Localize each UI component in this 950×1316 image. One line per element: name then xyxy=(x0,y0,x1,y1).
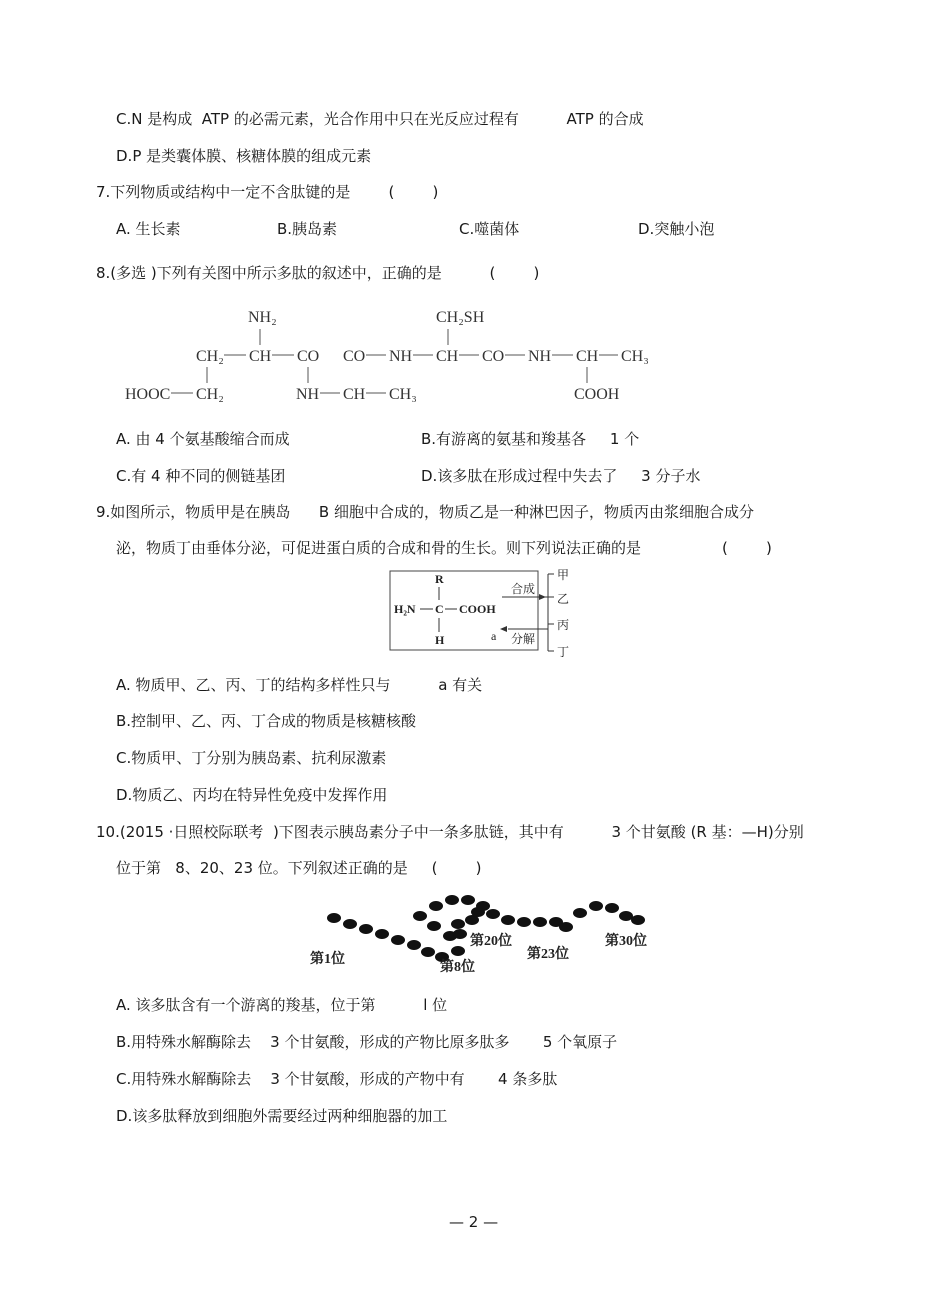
amino-acid-bead xyxy=(486,909,500,919)
q8-option-d: D.该多肽在形成过程中失去了 3 分子水 xyxy=(421,467,701,485)
formula-ch3-end: CH₃ xyxy=(621,348,649,365)
amino-acid-bead xyxy=(559,922,573,932)
formula-ch2-1: CH₂ xyxy=(196,348,224,365)
formula-ch2-2: CH₂ xyxy=(196,386,224,403)
diagram-bing: 丙 xyxy=(557,618,570,632)
amino-acid-bead xyxy=(359,924,373,934)
diagram-jia: 甲 xyxy=(557,568,570,582)
formula-ch-4: CH xyxy=(343,386,366,403)
q10-option-c: C.用特殊水解酶除去 3 个甘氨酸，形成的产物中有 4 条多肽 xyxy=(116,1070,558,1088)
q6-option-d: D.P 是类囊体膜、核糖体膜的组成元素 xyxy=(116,147,372,165)
q10-stem-line1: 10.(2015 ·日照校际联考 )下图表示胰岛素分子中一条多肽链，其中有 3 个甘氨酸 (R 基：—H)分别 xyxy=(96,823,804,841)
q7-option-b: B.胰岛素 xyxy=(277,220,338,238)
amino-acid-bead xyxy=(421,947,435,957)
amino-acid-bead xyxy=(413,911,427,921)
q8-option-a: A. 由 4 个氨基酸缩合而成 xyxy=(116,430,290,448)
q8-option-c: C.有 4 种不同的侧链基团 xyxy=(116,467,286,485)
q7-option-c: C.噬菌体 xyxy=(459,220,520,238)
q9-option-b: B.控制甲、乙、丙、丁合成的物质是核糖核酸 xyxy=(116,712,417,730)
q10-option-d: D.该多肽释放到细胞外需要经过两种细胞器的加工 xyxy=(116,1107,448,1125)
amino-acid-bead xyxy=(461,895,475,905)
amino-acid-bead xyxy=(343,919,357,929)
amino-acid-bead xyxy=(471,907,485,917)
chain-label-pos23: 第23位 xyxy=(527,947,569,962)
q9-stem-line1: 9.如图所示，物质甲是在胰岛 B 细胞中合成的，物质乙是一种淋巴因子，物质丙由浆细胞合成分 xyxy=(96,503,754,521)
q9-option-c: C.物质甲、丁分别为胰岛素、抗利尿激素 xyxy=(116,749,387,767)
amino-acid-bead xyxy=(631,915,645,925)
chain-label-pos8: 第8位 xyxy=(440,960,475,975)
q9-option-a: A. 物质甲、乙、丙、丁的结构多样性只与 a 有关 xyxy=(116,676,483,694)
q9-option-d: D.物质乙、丙均在特异性免疫中发挥作用 xyxy=(116,786,388,804)
q7-option-a: A. 生长素 xyxy=(116,220,181,238)
amino-acid-bead xyxy=(605,903,619,913)
formula-ch-2: CH xyxy=(436,348,459,365)
formula-co-3: CO xyxy=(482,348,505,365)
chain-label-pos1: 第1位 xyxy=(310,952,345,967)
diagram-h2n: H₂N xyxy=(394,602,416,616)
q8-option-b: B.有游离的氨基和羧基各 1 个 xyxy=(421,430,640,448)
q9-stem-line2: 泌，物质丁由垂体分泌，可促进蛋白质的合成和骨的生长。则下列说法正确的是 ( ) xyxy=(116,539,772,557)
amino-acid-bead xyxy=(407,940,421,950)
amino-acid-bead xyxy=(375,929,389,939)
formula-ch2sh: CH₂SH xyxy=(436,309,485,326)
amino-acid-bead xyxy=(453,929,467,939)
amino-acid-bead xyxy=(451,946,465,956)
formula-nh2: NH₂ xyxy=(248,309,277,326)
amino-acid-bead xyxy=(391,935,405,945)
formula-cooh: COOH xyxy=(574,386,620,403)
amino-acid-bead xyxy=(619,911,633,921)
diagram-r: R xyxy=(435,572,444,586)
q10-option-a: A. 该多肽含有一个游离的羧基，位于第 l 位 xyxy=(116,996,448,1014)
diagram-synthesis-label: 合成 xyxy=(511,582,536,596)
chain-label-pos30: 第30位 xyxy=(605,934,647,949)
formula-ch-1: CH xyxy=(249,348,272,365)
polypeptide-chain-diagram xyxy=(300,890,670,980)
amino-acid-bead xyxy=(501,915,515,925)
amino-acid-bead xyxy=(517,917,531,927)
q10-option-b: B.用特殊水解酶除去 3 个甘氨酸，形成的产物比原多肽多 5 个氧原子 xyxy=(116,1033,618,1051)
amino-acid-bead xyxy=(445,895,459,905)
amino-acid-diagram xyxy=(388,566,584,662)
q7-stem: 7.下列物质或结构中一定不含肽键的是 ( ) xyxy=(96,183,439,201)
q7-option-d: D.突触小泡 xyxy=(638,220,715,238)
chain-label-pos20: 第20位 xyxy=(470,934,512,949)
diagram-h: H xyxy=(435,633,445,647)
q8-stem: 8.(多选 )下列有关图中所示多肽的叙述中，正确的是 ( ) xyxy=(96,264,540,282)
formula-co-2: CO xyxy=(343,348,366,365)
q6-option-c: C.N 是构成 ATP 的必需元素，光合作用中只在光反应过程有 ATP 的合成 xyxy=(116,110,644,128)
page-number: — 2 — xyxy=(449,1213,499,1231)
formula-nh-3: NH xyxy=(528,348,552,365)
amino-acid-bead xyxy=(427,921,441,931)
amino-acid-bead xyxy=(589,901,603,911)
formula-ch-3: CH xyxy=(576,348,599,365)
diagram-a-label: a xyxy=(491,629,497,643)
formula-ch3-mid: CH₃ xyxy=(389,386,417,403)
formula-co-1: CO xyxy=(297,348,320,365)
diagram-ding: 丁 xyxy=(557,645,570,659)
diagram-decomposition-label: 分解 xyxy=(511,632,536,646)
formula-nh-2: NH xyxy=(389,348,413,365)
polypeptide-formula xyxy=(115,300,675,412)
diagram-yi: 乙 xyxy=(557,592,570,606)
formula-hooc: HOOC xyxy=(125,386,171,403)
amino-acid-bead xyxy=(533,917,547,927)
formula-nh-1: NH xyxy=(296,386,320,403)
diagram-cooh: COOH xyxy=(459,602,496,616)
amino-acid-bead xyxy=(573,908,587,918)
amino-acid-bead xyxy=(451,919,465,929)
amino-acid-bead xyxy=(327,913,341,923)
q10-stem-line2: 位于第 8、20、23 位。下列叙述正确的是 ( ) xyxy=(116,859,482,877)
diagram-c: C xyxy=(435,602,444,616)
amino-acid-bead xyxy=(429,901,443,911)
